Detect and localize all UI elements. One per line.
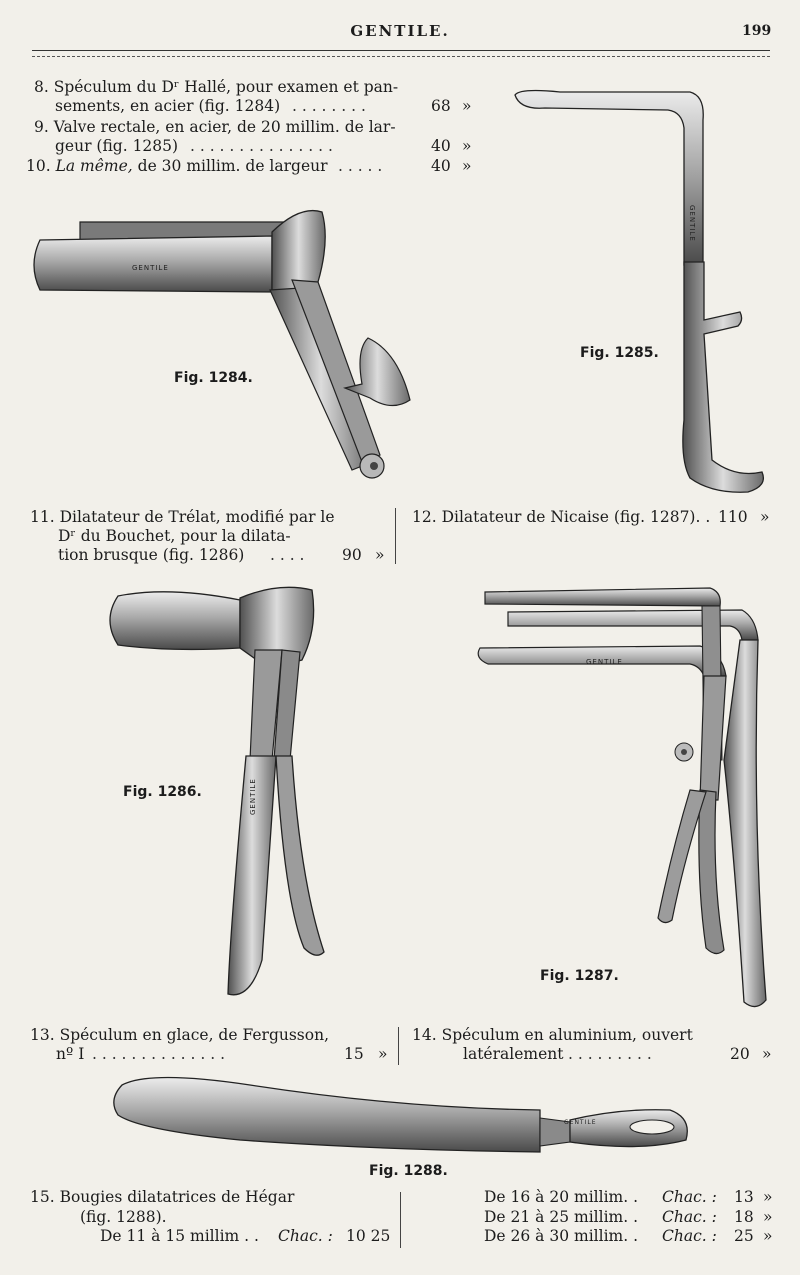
item-8-dots: . . . . . . . .: [292, 97, 366, 115]
item-15-row-1-label: De 11 à 15 millim . .: [100, 1227, 259, 1245]
item-13-price: 15: [344, 1045, 364, 1063]
item-15-row-1-chac: Chac. :: [278, 1227, 333, 1245]
item-10-number: 10.: [26, 157, 51, 175]
brace-13-14: [398, 1027, 405, 1065]
item-15-row-4-label: De 26 à 30 millim. .: [484, 1227, 639, 1245]
item-8-line2: sements, en acier (fig. 1284): [55, 97, 281, 115]
item-12-unit: »: [760, 508, 770, 526]
fig-1286-caption: Fig. 1286.: [123, 784, 202, 800]
item-9-dots: . . . . . . . . . . . . . . .: [190, 137, 333, 155]
item-11-line2: Dʳ du Bouchet, pour la dilata-: [58, 527, 291, 545]
fig-1288-bougie-drawing: [114, 1078, 687, 1153]
item-12-price: 110: [718, 508, 748, 526]
page-number: 199: [742, 23, 772, 39]
item-11-line3: tion brusque (fig. 1286): [58, 546, 245, 564]
fig-1286-engraving: GENTILE: [249, 778, 257, 815]
fig-1288-engraving: GENTILE: [564, 1119, 597, 1126]
item-15-row-3-chac: Chac. :: [662, 1208, 717, 1226]
item-10-price: 40: [431, 157, 451, 175]
item-15-line2: (fig. 1288).: [80, 1208, 167, 1226]
item-14-line1: 14. Spéculum en aluminium, ouvert: [412, 1026, 693, 1044]
item-11-dots: . . . .: [270, 546, 305, 564]
page-header-title: GENTILE.: [350, 22, 450, 40]
fig-1284-engraving: GENTILE: [132, 264, 169, 272]
fig-1285-valve-drawing: [515, 91, 763, 493]
item-9-price: 40: [431, 137, 451, 155]
item-13-line1: 13. Spéculum en glace, de Fergusson,: [30, 1026, 329, 1044]
item-15-row-3-price: 18: [734, 1208, 754, 1226]
fig-1284-speculum-drawing: [34, 211, 410, 478]
fig-1288-caption: Fig. 1288.: [369, 1163, 448, 1179]
item-15-row-3-unit: »: [763, 1208, 773, 1226]
item-15-row-2-price: 13: [734, 1188, 754, 1206]
item-14-line2: latéralement: [463, 1045, 564, 1063]
item-15-line1: 15. Bougies dilatatrices de Hégar: [30, 1188, 295, 1206]
item-10-dots: . . . . .: [338, 157, 383, 175]
item-10-unit: »: [462, 157, 472, 175]
item-15-row-2-label: De 16 à 20 millim. .: [484, 1188, 639, 1206]
item-14-dots: . . . . . . . . .: [568, 1045, 652, 1063]
item-11-line1: 11. Dilatateur de Trélat, modifié par le: [30, 508, 335, 526]
item-14-unit: »: [762, 1045, 772, 1063]
item-15-row-2-chac: Chac. :: [662, 1188, 717, 1206]
item-14-price: 20: [730, 1045, 750, 1063]
item-13-unit: »: [378, 1045, 388, 1063]
item-15-row-4-price: 25: [734, 1227, 754, 1245]
item-11-unit: »: [375, 546, 385, 564]
item-10-rest: de 30 millim. de largeur: [132, 157, 328, 175]
fig-1287-caption: Fig. 1287.: [540, 968, 619, 984]
item-10-italic: La même,: [55, 157, 133, 175]
fig-1284-caption: Fig. 1284.: [174, 370, 253, 386]
item-8-line1: 8. Spéculum du Dʳ Hallé, pour examen et pan-: [34, 78, 399, 96]
item-13-line2: nº I: [56, 1045, 85, 1063]
item-15-row-2-unit: »: [763, 1188, 773, 1206]
item-8-unit: »: [462, 97, 472, 115]
item-13-dots: . . . . . . . . . . . . . .: [92, 1045, 226, 1063]
item-15-row-4-chac: Chac. :: [662, 1227, 717, 1245]
item-15-row-1-price: 10 25: [346, 1227, 391, 1245]
item-11-price: 90: [342, 546, 362, 564]
fig-1285-engraving: GENTILE: [688, 205, 696, 242]
item-9-line2: geur (fig. 1285): [55, 137, 179, 155]
item-15-row-4-unit: »: [763, 1227, 773, 1245]
brace-11-12: [395, 508, 402, 564]
item-8-price: 68: [431, 97, 451, 115]
brace-15: [400, 1192, 407, 1248]
item-9-unit: »: [462, 137, 472, 155]
item-12-text: 12. Dilatateur de Nicaise (fig. 1287). .: [412, 508, 711, 526]
fig-1287-engraving: GENTILE: [586, 658, 623, 666]
fig-1287-dilator-drawing: [478, 588, 766, 1007]
item-15-row-3-label: De 21 à 25 millim. .: [484, 1208, 639, 1226]
item-9-line1: 9. Valve rectale, en acier, de 20 millim. de lar-: [34, 118, 396, 136]
fig-1285-caption: Fig. 1285.: [580, 345, 659, 361]
